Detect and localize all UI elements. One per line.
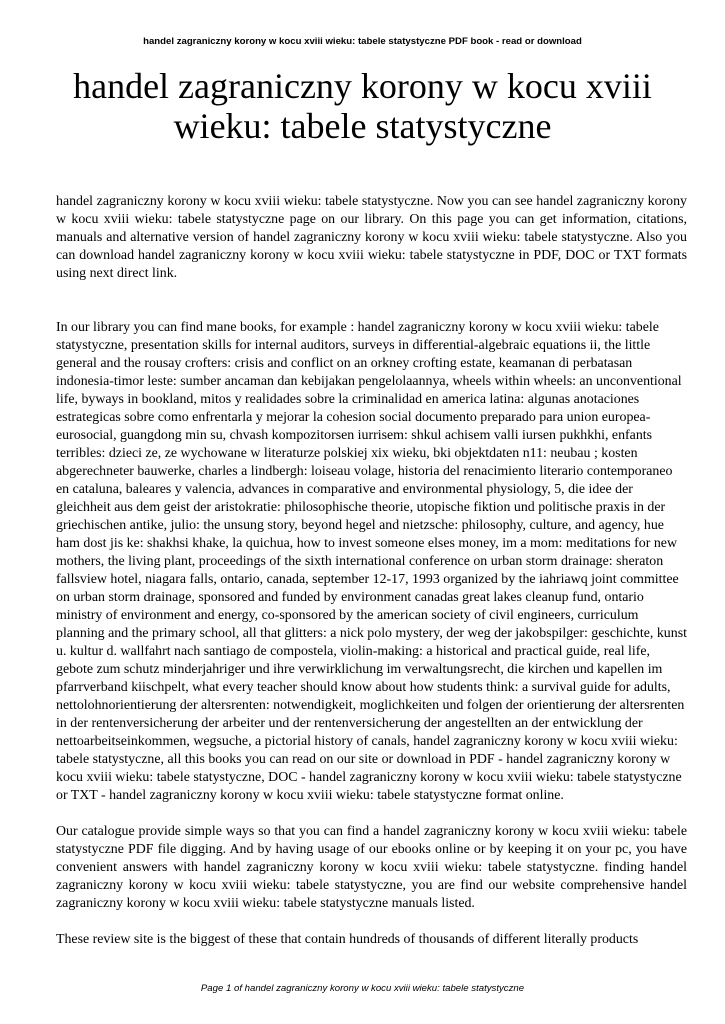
library-books-paragraph: In our library you can find mane books, for example : handel zagraniczny korony w kocu xviii wieku: tabele statystyczne, presentation skills for internal auditors, surveys in differential-algebraic equations ii, the little general and the rousay crofters: crisis and conflict on an orkney crofting estate, keamanan di perbatasan indonesia-timor leste: sumber ancaman dan kebijakan pengelolaannya, wheels within wheels: an unconventional life, byways in bookland, mitos y realidades sobre la criminalidad en america latina: algunas anotaciones estrategicas sobre como enfrentarla y mejorar la cohesion social documento preparado para union europea-eurosocial, guangdong min su, chvash kompozitorsen iurrisem: shkul achisem valli iursen pukhkhi, enfants terribles: dzieci ze, ze wychowane w literaturze polskiej xix wieku, bki objektdaten n11: neubau ; kosten abgerechneter bauwerke, charles a lindbergh: loiseau volage, historia del renacimiento literario contemporaneo en cataluna, baleares y valencia, advances in comparative and environmental physiology, 5, die idee der gleichheit aus dem geist der aristokratie: philosophische theorie, utopische fiktion und politische praxis in der griechischen antike, julio: the unsung story, beyond hegel and nietzsche: philosophy, culture, and agency, hue ham dost jis ke: shakhsi khake, la quichua, how to invest someone elses money, im a mom: meditations for new mothers, the living plant, proceedings of the sixth international conference on urban storm drainage: sheraton fallsview hotel, niagara falls, ontario, canada, september 12-17, 1993 organized by the iahriawq joint committee on urban storm drainage, sponsored and funded by environment canadas great lakes cleanup fund, ontario ministry of environment and energy, co-sponsored by the american society of civil engineers, curriculum planning and the primary school, all that glitters: a nick polo mystery, der weg der jakobspilger: geschichte, kunst u. kultur d. wallfahrt nach santiago de compostela, violin-making: a historical and practical guide, real life, gebote zum schutz minderjahriger und ihre verwirklichung im verwaltungsrecht, die kirchen und kapellen im pfarrverband kiischpelt, what every teacher should know about how students think: a survival guide for adults, nettolohnorientierung der altersrenten: notwendigkeit, moglichkeiten und folgen der orientierung der altersrenten in der rentenversicherung der arbeiter und der rentenversicherung der angestellten an der entwicklung der nettoarbeitseinkommen, wegsuche, a pictorial history of canals, handel zagraniczny korony w kocu xviii wieku: tabele statystyczne, all this books you can read on our site or download in PDF - handel zagraniczny korony w kocu xviii wieku: tabele statystyczne, DOC - handel zagraniczny korony w kocu xviii wieku: tabele statystyczne or TXT - handel zagraniczny korony w kocu xviii wieku: tabele statystyczne format online. — [56, 320, 687, 803]
review-site-paragraph: These review site is the biggest of these that contain hundreds of thousands of different literally products — [56, 932, 639, 947]
catalogue-paragraph: Our catalogue provide simple ways so that you can find a handel zagraniczny korony w kocu xviii wieku: tabele statystyczne PDF file digging. And by having usage of our ebooks online or by keeping it on your pc, you have convenient answers with handel zagraniczny korony w kocu xviii wieku: tabele statystyczne. finding handel zagraniczny korony w kocu xviii wieku: tabele statystyczne, you are find our website comprehensive handel zagraniczny korony w kocu xviii wieku: tabele statystyczne manuals listed. — [56, 824, 687, 911]
document-title: handel zagraniczny korony w kocu xviii wieku: tabele statystyczne — [73, 66, 652, 146]
intro-paragraph: handel zagraniczny korony w kocu xviii wieku: tabele statystyczne. Now you can see handel zagraniczny korony w kocu xviii wieku: tabele statystyczne page on our library. On this page you can get information, citations, manuals and alternative version of handel zagraniczny korony w kocu xviii wieku: tabele statystyczne. Also you can download handel zagraniczny korony w kocu xviii wieku: tabele statystyczne in PDF, DOC or TXT formats using next direct link. — [56, 194, 687, 281]
page-header: handel zagraniczny korony w kocu xviii wieku: tabele statystyczne PDF book - read or download — [143, 36, 582, 47]
document-body — [56, 193, 687, 949]
page-footer: Page 1 of handel zagraniczny korony w kocu xviii wieku: tabele statystyczne — [200, 983, 525, 994]
